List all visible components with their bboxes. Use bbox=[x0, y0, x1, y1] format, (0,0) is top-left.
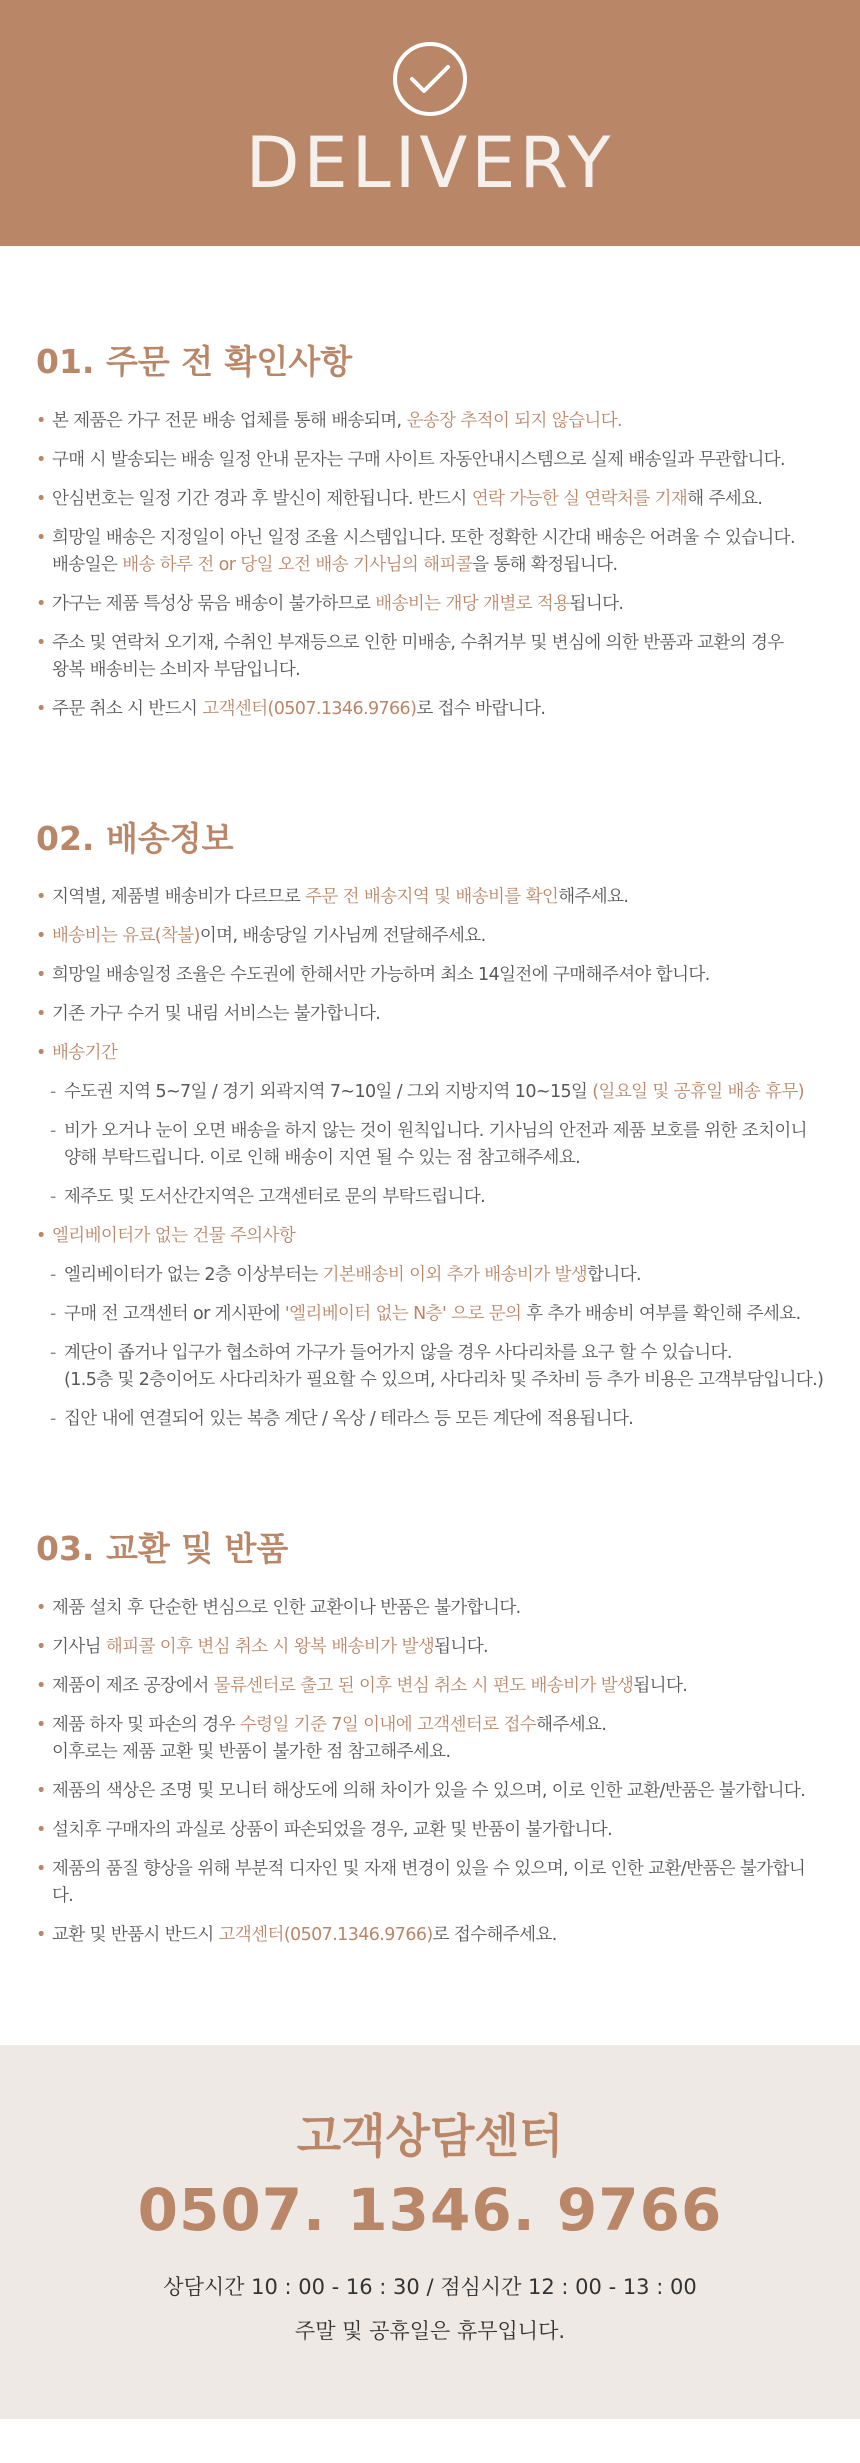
item-text: 집안 내에 연결되어 있는 복층 계단 / 옥상 / 테라스 등 모든 계단에 적용됩니다. bbox=[64, 1409, 634, 1430]
item-text: 배송일은 bbox=[52, 554, 123, 575]
section-title: 02. 배송정보 bbox=[36, 818, 234, 858]
item-text: 지역별, 제품별 배송비가 다르므로 bbox=[52, 887, 306, 908]
info-sections bbox=[0, 342, 860, 1949]
customer-center-title: 고객상담센터 bbox=[296, 2108, 564, 2163]
item-text: 기사님 bbox=[52, 1636, 106, 1657]
item-text: 됩니다. bbox=[434, 1636, 489, 1657]
item-text: 양해 부탁드립니다. 이로 인해 배송이 지연 될 수 있는 점 참고해주세요. bbox=[64, 1148, 581, 1169]
highlight-text: 주문 전 배송지역 및 배송비를 확인 bbox=[305, 887, 559, 908]
item-text: 주소 및 연락처 오기재, 수취인 부재등으로 인한 미배송, 수취거부 및 변심에 의한 반품과 교환의 경우 bbox=[52, 632, 784, 653]
highlight-text: 해피콜 이후 변심 취소 시 왕복 배송비가 발생 bbox=[105, 1636, 435, 1657]
list-item bbox=[36, 1634, 824, 1661]
item-text: 해주세요. bbox=[558, 887, 629, 908]
item-text: 됩니다. bbox=[633, 1675, 688, 1696]
business-hours: 상담시간 10 : 00 - 16 : 30 / 점심시간 12 : 00 - 13 : 00 bbox=[163, 2275, 697, 2300]
list-subitem bbox=[36, 1301, 824, 1328]
holiday-notice: 주말 및 공휴일은 휴무입니다. bbox=[294, 2318, 566, 2343]
item-text: 구매 시 발송되는 배송 일정 안내 문자는 구매 사이트 자동안내시스템으로 실제 배송일과 무관합니다. bbox=[52, 449, 786, 470]
list-item bbox=[36, 1595, 824, 1622]
highlight-text: 배송 하루 전 or 당일 오전 배송 기사님의 해피콜 bbox=[122, 554, 473, 575]
item-text: 엘리베이터가 없는 2층 이상부터는 bbox=[64, 1265, 323, 1286]
item-text: 교환 및 반품시 반드시 bbox=[52, 1924, 219, 1945]
item-text: 이며, 배송당일 기사님께 전달해주세요. bbox=[199, 926, 486, 947]
list-subheading bbox=[36, 1040, 824, 1067]
section-3 bbox=[36, 1529, 824, 1949]
item-text: 이후로는 제품 교환 및 반품이 불가한 점 참고해주세요. bbox=[52, 1741, 451, 1762]
item-text: 수도권 지역 5~7일 / 경기 외곽지역 7~10일 / 그외 지방지역 10~15일 bbox=[64, 1082, 593, 1103]
list-subheading bbox=[36, 1223, 824, 1250]
item-text: 해주세요. bbox=[536, 1714, 607, 1735]
section-title: 01. 주문 전 확인사항 bbox=[36, 342, 353, 381]
notice-list bbox=[36, 408, 824, 723]
list-item bbox=[36, 1001, 824, 1028]
item-text: 주문 취소 시 반드시 bbox=[52, 698, 203, 719]
item-text: 제품의 색상은 조명 및 모니터 해상도에 의해 차이가 있을 수 있으며, 이로 인한 교환/반품은 불가합니다. bbox=[52, 1780, 806, 1801]
list-subitem bbox=[36, 1079, 824, 1106]
item-text: 설치후 구매자의 과실로 상품이 파손되었을 경우, 교환 및 반품이 불가합니다. bbox=[52, 1819, 613, 1840]
highlight-text: 연락 가능한 실 연락처를 기재 bbox=[471, 488, 688, 509]
list-subitem bbox=[36, 1262, 824, 1289]
section-1 bbox=[36, 342, 824, 723]
item-text: 가구는 제품 특성상 묶음 배송이 불가하므로 bbox=[52, 593, 376, 614]
item-text: 본 제품은 가구 전문 배송 업체를 통해 배송되며, bbox=[52, 410, 407, 431]
list-item bbox=[36, 962, 824, 989]
highlight-text: '엘리베이터 없는 N층' 으로 문의 bbox=[284, 1304, 522, 1325]
highlight-text: (일요일 및 공휴일 배송 휴무) bbox=[592, 1082, 804, 1103]
highlight-text: 고객센터(0507.1346.9766) bbox=[202, 698, 417, 719]
list-item bbox=[36, 1922, 824, 1949]
item-text: 계단이 좁거나 입구가 협소하여 가구가 들어가지 않을 경우 사다리차를 요구 할 수 있습니다. bbox=[64, 1343, 732, 1364]
item-text: 을 통해 확정됩니다. bbox=[472, 554, 618, 575]
highlight-text: 물류센터로 출고 된 이후 변심 취소 시 편도 배송비가 발생 bbox=[213, 1675, 634, 1696]
item-text: 기존 가구 수거 및 내림 서비스는 불가합니다. bbox=[52, 1004, 381, 1025]
item-text: 희망일 배송일정 조율은 수도권에 한해서만 가능하며 최소 14일전에 구매해주셔야 합니다. bbox=[52, 965, 710, 986]
item-text: 로 접수 바랍니다. bbox=[416, 698, 546, 719]
list-item bbox=[36, 486, 824, 513]
item-text: 후 추가 배송비 여부를 확인해 주세요. bbox=[521, 1304, 801, 1325]
list-item bbox=[36, 591, 824, 618]
list-item bbox=[36, 923, 824, 950]
list-item bbox=[36, 1778, 824, 1805]
item-text: 비가 오거나 눈이 오면 배송을 하지 않는 것이 원칙입니다. 기사님의 안전과 제품 보호를 위한 조치이니 bbox=[64, 1121, 807, 1142]
item-text: (1.5층 및 2층이어도 사다리차가 필요할 수 있으며, 사다리차 및 주차비 등 추가 비용은 고객부담입니다.) bbox=[64, 1370, 824, 1391]
banner-title: DELIVERY bbox=[245, 122, 615, 204]
notice-list bbox=[36, 1595, 824, 1949]
list-item bbox=[36, 1856, 824, 1910]
list-subitem bbox=[36, 1406, 824, 1433]
item-text: 엘리베이터가 없는 건물 주의사항 bbox=[52, 1226, 296, 1247]
item-text: 제품이 제조 공장에서 bbox=[52, 1675, 214, 1696]
item-text: 제주도 및 도서산간지역은 고객센터로 문의 부탁드립니다. bbox=[64, 1187, 486, 1208]
item-text: 제품 설치 후 단순한 변심으로 인한 교환이나 반품은 불가합니다. bbox=[52, 1597, 521, 1618]
list-item bbox=[36, 1712, 824, 1766]
item-text: 합니다. bbox=[587, 1265, 641, 1286]
section-title: 03. 교환 및 반품 bbox=[36, 1529, 289, 1569]
item-text: 안심번호는 일정 기간 경과 후 발신이 제한됩니다. 반드시 bbox=[52, 488, 472, 509]
item-text: 구매 전 고객센터 or 게시판에 bbox=[64, 1304, 285, 1325]
list-item bbox=[36, 447, 824, 474]
list-item bbox=[36, 1673, 824, 1700]
highlight-text: 기본배송비 이외 추가 배송비가 발생 bbox=[322, 1265, 588, 1286]
delivery-banner bbox=[0, 0, 860, 246]
list-item bbox=[36, 696, 824, 723]
customer-center bbox=[0, 2045, 860, 2419]
notice-list bbox=[36, 884, 824, 1433]
item-text: 왕복 배송비는 소비자 부담입니다. bbox=[52, 659, 301, 680]
highlight-text: 배송비는 유료(착불) bbox=[52, 926, 200, 947]
item-text: 제품의 품질 향상을 위해 부분적 디자인 및 자재 변경이 있을 수 있으며, 이로 인한 교환/반품은 불가합니다. bbox=[52, 1858, 806, 1906]
list-subitem bbox=[36, 1340, 824, 1394]
list-subitem bbox=[36, 1184, 824, 1211]
section-2 bbox=[36, 819, 824, 1434]
item-text: 됩니다. bbox=[569, 593, 624, 614]
item-text: 희망일 배송은 지정일이 아닌 일정 조율 시스템입니다. 또한 정확한 시간대 배송은 어려울 수 있습니다. bbox=[52, 527, 795, 548]
list-item bbox=[36, 525, 824, 579]
list-item bbox=[36, 1817, 824, 1844]
highlight-text: 배송비는 개당 개별로 적용 bbox=[375, 593, 570, 614]
item-text: 해 주세요. bbox=[687, 488, 763, 509]
check-circle-icon bbox=[393, 42, 467, 116]
list-item bbox=[36, 408, 824, 435]
highlight-text: 고객센터(0507.1346.9766) bbox=[218, 1924, 433, 1945]
item-text: 배송기간 bbox=[52, 1043, 118, 1064]
highlight-text: 수령일 기준 7일 이내에 고객센터로 접수 bbox=[239, 1714, 537, 1735]
item-text: 로 접수해주세요. bbox=[432, 1924, 557, 1945]
list-item bbox=[36, 884, 824, 911]
list-subitem bbox=[36, 1118, 824, 1172]
customer-center-phone: 0507. 1346. 9766 bbox=[137, 2176, 723, 2245]
list-item bbox=[36, 630, 824, 684]
highlight-text: 운송장 추적이 되지 않습니다. bbox=[406, 410, 622, 431]
item-text: 제품 하자 및 파손의 경우 bbox=[52, 1714, 240, 1735]
